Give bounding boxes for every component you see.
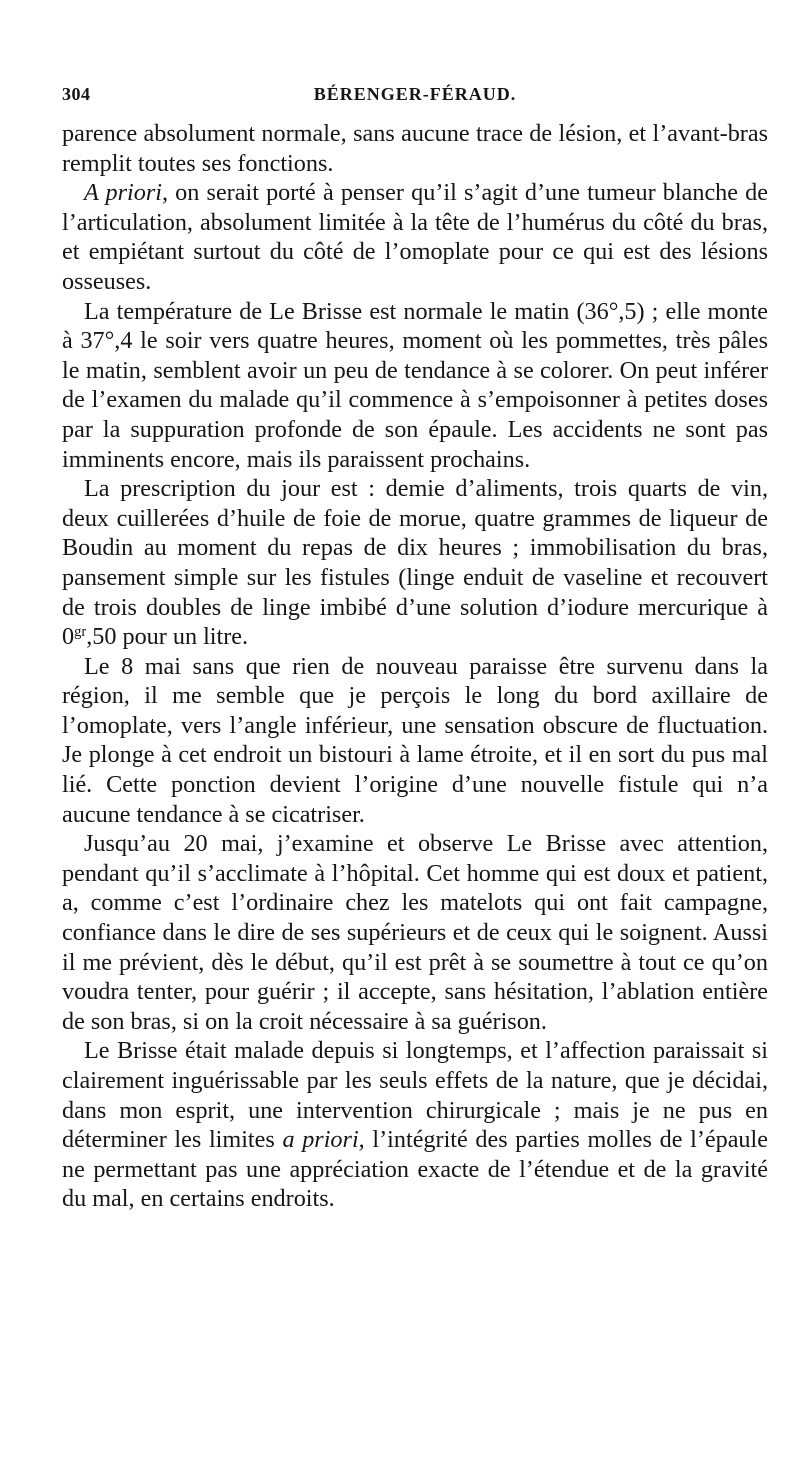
page-number: 304 (62, 84, 91, 104)
paragraph-7-text: Le Brisse était malade depuis si longtemps, et l’affection paraissait si clairement inguérissable par les seuls effets de la nature, que je décidai, dans mon esprit, une intervention chirurgicale ; mais je ne pus en déterminer les limites (62, 1037, 768, 1154)
page-header (62, 84, 768, 114)
paragraph-2-text: on serait porté à penser qu’il s’agit d’une tumeur blanche de l’articulation, absolument limitée à la tête de l’humérus du côté du bras, et empiétant surtout du côté de l’omoplate pour ce qui est des lésions osseuses. (62, 179, 768, 295)
paragraph-4-text: La prescription du jour est : demie d’aliments, trois quarts de vin, deux cuillerées d’huile de foie de morue, quatre grammes de liqueur de Boudin au moment du repas de dix heures ; immobilisation du bras, pansement simple sur les fistules (linge enduit de vaseline et recouvert de trois doubles de linge imbibé d’une solution d’iodure mercurique à 0 (62, 475, 768, 651)
paragraph-3 (62, 297, 768, 475)
paragraph-6-text: Jusqu’au 20 mai, j’examine et observe Le Brisse avec attention, pendant qu’il s’acclimate à l’hôpital. Cet homme qui est doux et patient, a, comme c’est l’ordinaire chez les matelots qui ont fait campagne, confiance dans le dire de ses supérieurs et de ceux qui le soignent. Aussi il me prévient, dès le début, qu’il est prêt à se soumettre à tout ce qu’on voudra tenter, pour guérir ; il accepte, sans hésitation, l’ablation entière de son bras, si on la croit nécessaire à sa guérison. (62, 830, 768, 1035)
paragraph-4 (62, 474, 768, 652)
paragraph-3-text: La température de Le Brisse est normale le matin (36°,5) ; elle monte à 37°,4 le soir vers quatre heures, moment où les pommettes, très pâles le matin, semblent avoir un peu de tendance à se colorer. On peut inférer de l’examen du malade qu’il commence à s’empoisonner à petites doses par la suppuration profonde de son épaule. Les accidents ne sont pas imminents encore, mais ils paraissent prochains. (62, 297, 768, 473)
paragraph-1-text: parence absolument normale, sans aucune trace de lésion, et l’avant-bras remplit toutes ses fonctions. (62, 120, 768, 177)
paragraph-6 (62, 829, 768, 1036)
paragraph-5-text: Le 8 mai sans que rien de nouveau paraisse être survenu dans la région, il me semble que je perçois le long du bord axillaire de l’omoplate, vers l’angle inférieur, une sensation obscure de fluctuation. Je plonge à cet endroit un bistouri à lame étroite, et il en sort du pus mal lié. Cette ponction devient l’origine d’une nouvelle fistule qui n’a aucune tendance à se cicatriser. (62, 652, 768, 828)
running-title: BÉRENGER-FÉRAUD. (313, 84, 517, 104)
gram-unit-superscript: gr (74, 624, 87, 641)
paragraph-7-text-end: l’intégrité des parties molles de l’épaule ne permettant pas une appréciation exacte de l’étendue et de la gravité du mal, en certains endroits. (62, 1126, 768, 1213)
paragraph-4-text-end: ,50 pour un litre. (86, 623, 249, 651)
body-text (62, 119, 768, 1214)
italic-a-priori: A priori, (84, 179, 169, 207)
paragraph-7 (62, 1036, 768, 1214)
document-page (62, 84, 768, 1214)
paragraph-5 (62, 652, 768, 830)
paragraph-1 (62, 119, 768, 178)
italic-a-priori-2: a priori, (282, 1126, 365, 1154)
paragraph-2 (62, 178, 768, 296)
